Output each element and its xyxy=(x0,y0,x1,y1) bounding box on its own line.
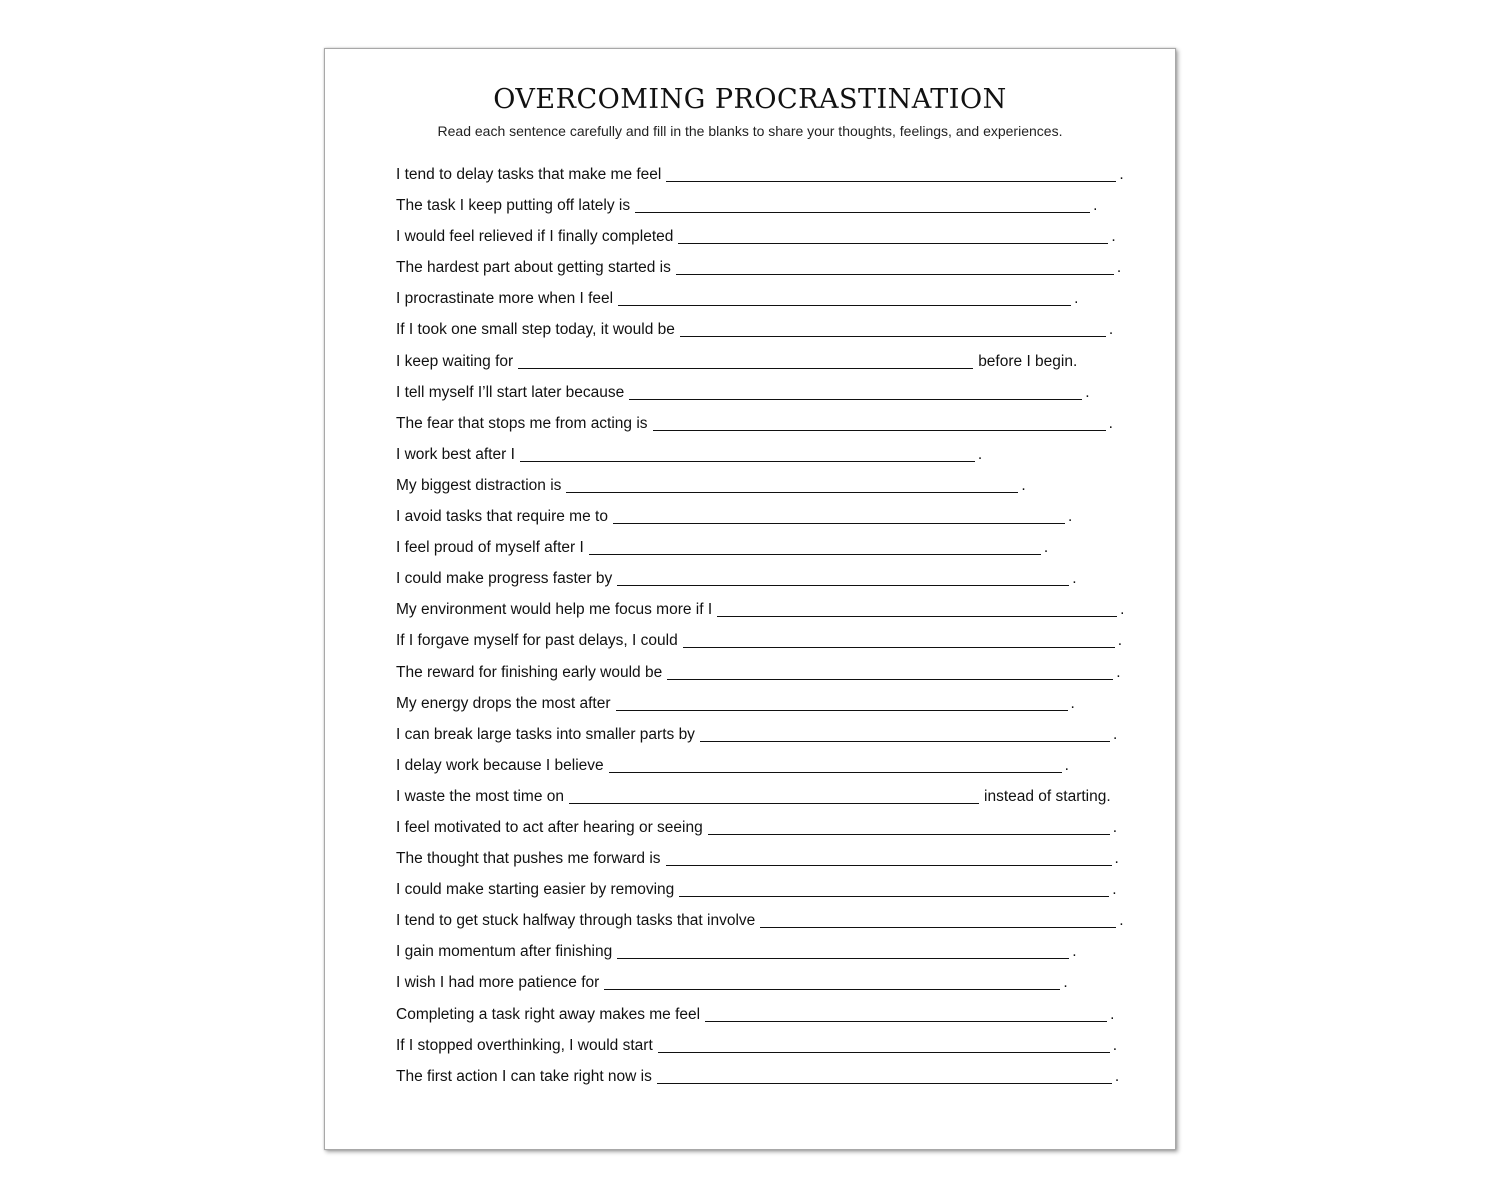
prompt-text: I would feel relieved if I finally completed xyxy=(396,228,674,246)
prompt-text: My environment would help me focus more if I xyxy=(396,601,713,619)
prompt-item xyxy=(396,319,1136,350)
prompt-item xyxy=(396,226,1136,257)
prompt-item xyxy=(396,724,1136,755)
answer-blank[interactable] xyxy=(680,319,1106,337)
answer-blank[interactable] xyxy=(635,195,1090,213)
answer-blank[interactable] xyxy=(653,413,1106,431)
prompt-text: The task I keep putting off lately is xyxy=(396,197,631,215)
answer-blank[interactable] xyxy=(629,382,1082,400)
answer-blank[interactable] xyxy=(708,817,1110,835)
prompt-item xyxy=(396,537,1136,568)
answer-blank[interactable] xyxy=(518,351,973,369)
prompt-ending: . xyxy=(1063,974,1068,992)
prompt-text: I could make starting easier by removing xyxy=(396,881,675,899)
prompt-text: I could make progress faster by xyxy=(396,570,613,588)
prompt-item xyxy=(396,195,1136,226)
prompt-ending: . xyxy=(1114,1067,1120,1085)
prompt-ending: . xyxy=(1111,228,1116,246)
prompt-item xyxy=(396,382,1136,413)
prompt-ending: . xyxy=(1112,818,1118,836)
answer-blank[interactable] xyxy=(569,786,979,804)
prompt-text: I feel proud of myself after I xyxy=(396,539,584,557)
answer-blank[interactable] xyxy=(617,568,1069,586)
prompt-text: I gain momentum after finishing xyxy=(396,943,613,961)
answer-blank[interactable] xyxy=(617,941,1069,959)
prompt-ending: instead of starting. xyxy=(984,787,1111,805)
prompt-ending: . xyxy=(1114,850,1119,868)
prompt-text: My energy drops the most after xyxy=(396,694,611,712)
prompt-text: If I took one small step today, it would be xyxy=(396,321,675,339)
prompt-item xyxy=(396,972,1136,1003)
prompt-text: I wish I had more patience for xyxy=(396,974,600,992)
prompt-text: The reward for finishing early would be xyxy=(396,663,663,681)
prompt-item xyxy=(396,1035,1136,1066)
prompt-item xyxy=(396,848,1136,879)
answer-blank[interactable] xyxy=(679,879,1109,897)
answer-blank[interactable] xyxy=(604,972,1060,990)
prompt-text: Completing a task right away makes me feel xyxy=(396,1005,701,1023)
prompt-text: I avoid tasks that require me to xyxy=(396,508,608,526)
prompt-item xyxy=(396,693,1136,724)
prompt-item xyxy=(396,288,1136,319)
prompt-item xyxy=(396,1004,1136,1035)
worksheet-title: OVERCOMING PROCRASTINATION xyxy=(493,84,1007,115)
prompt-item xyxy=(396,910,1136,941)
prompt-item xyxy=(396,351,1136,382)
answer-blank[interactable] xyxy=(678,226,1108,244)
answer-blank[interactable] xyxy=(705,1004,1107,1022)
prompt-ending: . xyxy=(1119,166,1124,183)
answer-blank[interactable] xyxy=(666,848,1112,866)
prompt-text: If I forgave myself for past delays, I could xyxy=(396,632,678,650)
prompt-ending: . xyxy=(1093,197,1098,215)
answer-blank[interactable] xyxy=(520,444,975,462)
prompt-list xyxy=(396,164,1136,1097)
prompt-item xyxy=(396,662,1136,693)
prompt-item xyxy=(396,755,1136,786)
prompt-ending: . xyxy=(1072,943,1077,961)
prompt-text: I tend to delay tasks that make me feel xyxy=(396,166,662,183)
prompt-ending: before I begin. xyxy=(978,352,1078,370)
answer-blank[interactable] xyxy=(616,693,1068,711)
prompt-text: I feel motivated to act after hearing or seeing xyxy=(396,818,703,836)
prompt-ending: . xyxy=(1085,383,1090,401)
answer-blank[interactable] xyxy=(683,630,1115,648)
prompt-item xyxy=(396,164,1136,195)
prompt-text: I waste the most time on xyxy=(396,787,564,805)
answer-blank[interactable] xyxy=(618,288,1071,306)
answer-blank[interactable] xyxy=(676,257,1114,275)
prompt-ending: . xyxy=(1110,1005,1115,1023)
prompt-ending: . xyxy=(1116,663,1121,681)
prompt-ending: . xyxy=(1108,321,1114,339)
prompt-ending: . xyxy=(1116,259,1122,277)
prompt-ending: . xyxy=(1117,632,1123,650)
prompt-text: I tell myself I’ll start later because xyxy=(396,383,625,401)
prompt-text: The hardest part about getting started is xyxy=(396,259,671,277)
answer-blank[interactable] xyxy=(667,662,1113,680)
prompt-item xyxy=(396,257,1136,288)
answer-blank[interactable] xyxy=(700,724,1110,742)
worksheet-instructions: Read each sentence carefully and fill in the blanks to share your thoughts, feelings, and experiences. xyxy=(437,123,1063,139)
prompt-item xyxy=(396,413,1136,444)
answer-blank[interactable] xyxy=(666,164,1116,182)
answer-blank[interactable] xyxy=(613,506,1065,524)
prompt-ending: . xyxy=(1067,508,1073,526)
prompt-item xyxy=(396,941,1136,972)
prompt-text: The first action I can take right now is xyxy=(396,1067,652,1085)
prompt-item xyxy=(396,475,1136,506)
prompt-ending: . xyxy=(1108,414,1113,432)
prompt-item xyxy=(396,506,1136,537)
prompt-ending: . xyxy=(1112,1036,1118,1054)
prompt-text: I tend to get stuck halfway through tasks that involve xyxy=(396,912,756,930)
prompt-ending: . xyxy=(1119,912,1124,930)
prompt-item xyxy=(396,444,1136,475)
prompt-ending: . xyxy=(1120,601,1125,619)
prompt-item xyxy=(396,1066,1136,1097)
answer-blank[interactable] xyxy=(609,755,1062,773)
prompt-text: My biggest distraction is xyxy=(396,476,562,494)
prompt-item xyxy=(396,599,1136,630)
prompt-ending: . xyxy=(1064,756,1069,774)
prompt-item xyxy=(396,630,1136,661)
prompt-text: The fear that stops me from acting is xyxy=(396,414,648,432)
prompt-item xyxy=(396,786,1136,817)
prompt-text: I keep waiting for xyxy=(396,352,514,370)
answer-blank[interactable] xyxy=(589,537,1041,555)
prompt-text: If I stopped overthinking, I would start xyxy=(396,1036,653,1054)
prompt-text: I work best after I xyxy=(396,445,515,463)
prompt-item xyxy=(396,879,1136,910)
answer-blank[interactable] xyxy=(566,475,1018,493)
prompt-ending: . xyxy=(1021,476,1026,494)
prompt-item xyxy=(396,568,1136,599)
prompt-item xyxy=(396,817,1136,848)
answer-blank[interactable] xyxy=(717,599,1117,617)
prompt-text: I delay work because I believe xyxy=(396,756,604,774)
prompt-ending: . xyxy=(1072,570,1077,588)
prompt-text: The thought that pushes me forward is xyxy=(396,850,661,868)
prompt-ending: . xyxy=(977,445,983,463)
prompt-ending: . xyxy=(1112,881,1117,899)
answer-blank[interactable] xyxy=(760,910,1116,928)
answer-blank[interactable] xyxy=(658,1035,1110,1053)
prompt-ending: . xyxy=(1074,290,1079,308)
prompt-ending: . xyxy=(1112,725,1118,743)
prompt-text: I procrastinate more when I feel xyxy=(396,290,614,308)
answer-blank[interactable] xyxy=(657,1066,1112,1084)
prompt-text: I can break large tasks into smaller parts by xyxy=(396,725,695,743)
prompt-ending: . xyxy=(1043,539,1049,557)
prompt-ending: . xyxy=(1070,694,1075,712)
